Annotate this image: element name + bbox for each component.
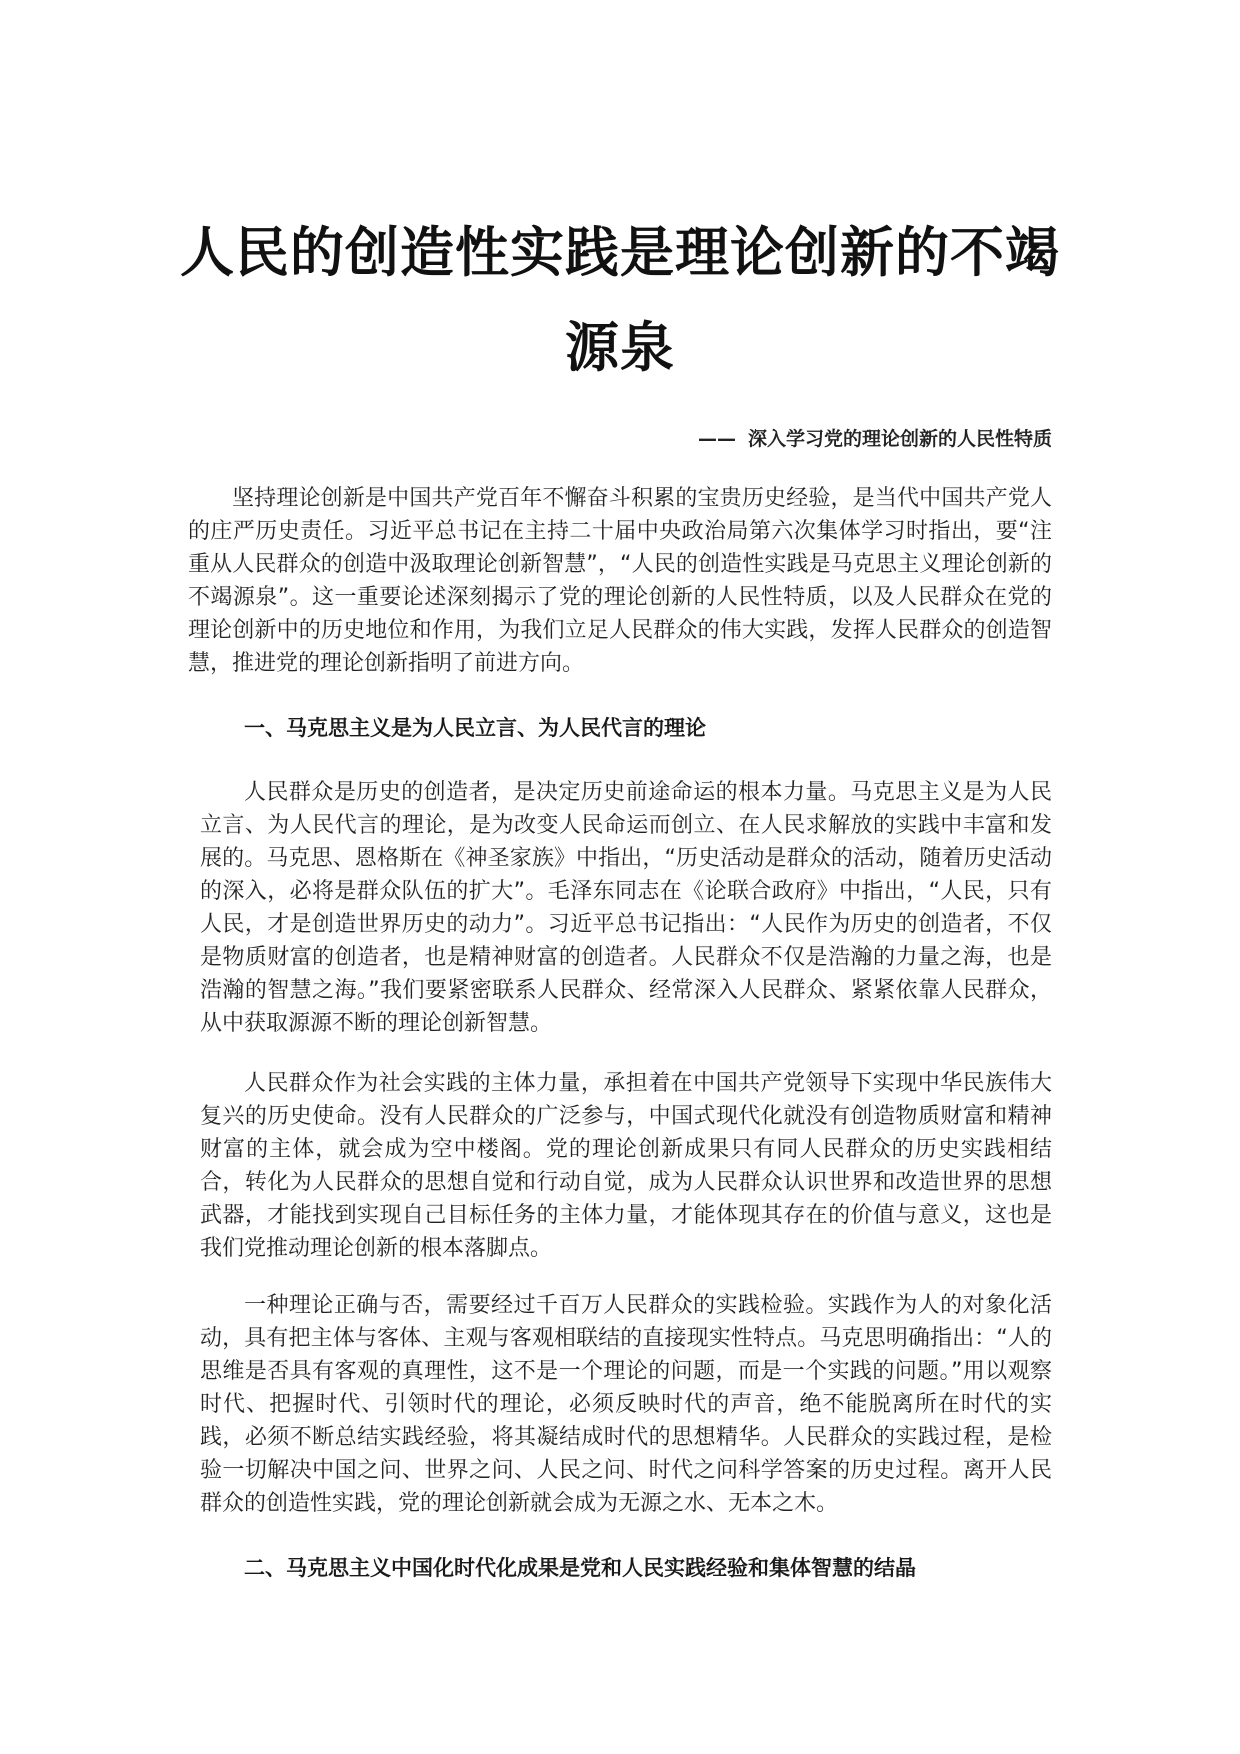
section-1-paragraph-2: 人民群众作为社会实践的主体力量，承担着在中国共产党领导下实现中华民族伟大复兴的历史使命。没有人民群众的广泛参与，中国式现代化就没有创造物质财富和精神财富的主体，就会成为空中楼阁。党的理论创新成果只有同人民群众的历史实践相结合，转化为人民群众的思想自觉和行动自觉，成为人民群众认识世界和改造世界的思想武器，才能找到实现自己目标任务的主体力量，才能体现其存在的价值与意义，这也是我们党推动理论创新的根本落脚点。	[200, 1071, 1052, 1261]
section-1-paragraph-3: 一种理论正确与否，需要经过千百万人民群众的实践检验。实践作为人的对象化活动，具有把主体与客体、主观与客观相联结的直接现实性特点。马克思明确指出：“人的思维是否具有客观的真理性，这不是一个理论的问题，而是一个实践的问题。”用以观察时代、把握时代、引领时代的理论，必须反映时代的声音，绝不能脱离所在时代的实践，必须不断总结实践经验，将其凝结成时代的思想精华。人民群众的实践过程，是检验一切解决中国之问、世界之问、人民之问、时代之问科学答案的历史过程。离开人民群众的创造性实践，党的理论创新就会成为无源之水、无本之木。	[200, 1293, 1052, 1516]
section-heading-1: 一、马克思主义是为人民立言、为人民代言的理论	[244, 716, 706, 740]
title-line-1: 人民的创造性实践是理论创新的不竭	[180, 221, 1060, 284]
document-subtitle	[698, 426, 1052, 452]
intro-paragraph: 坚持理论创新是中国共产党百年不懈奋斗积累的宝贵历史经验，是当代中国共产党人的庄严历史责任。习近平总书记在主持二十届中央政治局第六次集体学习时指出，要“注重从人民群众的创造中汲取理论创新智慧”，“人民的创造性实践是马克思主义理论创新的不竭源泉”。这一重要论述深刻揭示了党的理论创新的人民性特质，以及人民群众在党的理论创新中的历史地位和作用，为我们立足人民群众的伟大实践，发挥人民群众的创造智慧，推进党的理论创新指明了前进方向。	[188, 486, 1052, 676]
document-title	[180, 205, 1060, 395]
section-heading-2: 二、马克思主义中国化时代化成果是党和人民实践经验和集体智慧的结晶	[244, 1556, 916, 1580]
title-line-2: 源泉	[565, 316, 675, 379]
subtitle-text: 深入学习党的理论创新的人民性特质	[747, 428, 1052, 450]
section-1-paragraph-1: 人民群众是历史的创造者，是决定历史前途命运的根本力量。马克思主义是为人民立言、为人民代言的理论，是为改变人民命运而创立、在人民求解放的实践中丰富和发展的。马克思、恩格斯在《神圣家族》中指出，“历史活动是群众的活动，随着历史活动的深入，必将是群众队伍的扩大”。毛泽东同志在《论联合政府》中指出，“人民，只有人民，才是创造世界历史的动力”。习近平总书记指出：“人民作为历史的创造者，不仅是物质财富的创造者，也是精神财富的创造者。人民群众不仅是浩瀚的力量之海，也是浩瀚的智慧之海。”我们要紧密联系人民群众、经常深入人民群众、紧紧依靠人民群众，从中获取源源不断的理论创新智慧。	[200, 780, 1052, 1036]
subtitle-dash: ——	[697, 428, 736, 450]
